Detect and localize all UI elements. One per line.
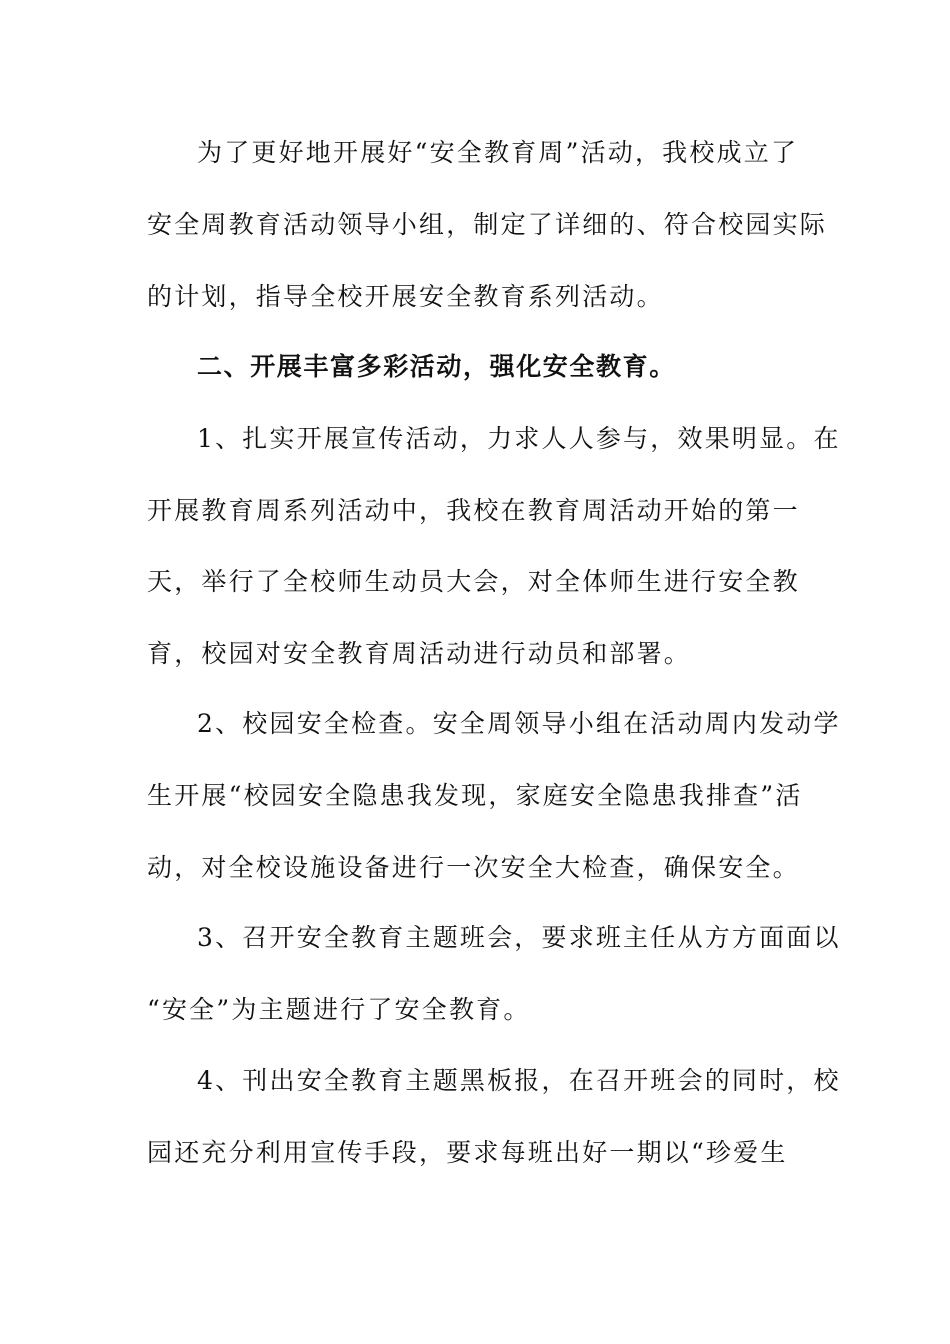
item-3-line-2: “安全”为主题进行了安全教育。 — [147, 995, 531, 1024]
item-2-line-3: 动，对全校设施设备进行一次安全大检查，确保安全。 — [147, 853, 800, 882]
item-2-line-2: 生开展“校园安全隐患我发现，家庭安全隐患我排查”活 — [147, 781, 803, 810]
item-1-line-1: 1、扎实开展宣传活动，力求人人参与，效果明显。在 — [197, 424, 841, 453]
item-1-line-4: 育，校园对安全教育周活动进行动员和部署。 — [147, 639, 692, 668]
item-1-line-2: 开展教育周系列活动中，我校在教育周活动开始的第一 — [147, 496, 800, 525]
item-3-line-1: 3、召开安全教育主题班会，要求班主任从方方面面以 — [197, 923, 841, 952]
paragraph-1-line-2: 安全周教育活动领导小组，制定了详细的、符合校园实际 — [147, 210, 828, 239]
item-1-line-3: 天，举行了全校师生动员大会，对全体师生进行安全教 — [147, 567, 800, 596]
paragraph-1-line-3: 的计划，指导全校开展安全教育系列活动。 — [147, 282, 664, 311]
paragraph-1-line-1: 为了更好地开展好“安全教育周”活动，我校成立了 — [197, 138, 799, 167]
item-2-line-1: 2、校园安全检查。安全周领导小组在活动周内发动学 — [197, 709, 841, 738]
item-4-line-1: 4、刊出安全教育主题黑板报，在召开班会的同时，校 — [197, 1066, 841, 1095]
section-heading: 二、开展丰富多彩活动，强化安全教育。 — [197, 352, 676, 381]
item-4-line-2: 园还充分利用宣传手段，要求每班出好一期以“珍爱生 — [147, 1138, 788, 1167]
